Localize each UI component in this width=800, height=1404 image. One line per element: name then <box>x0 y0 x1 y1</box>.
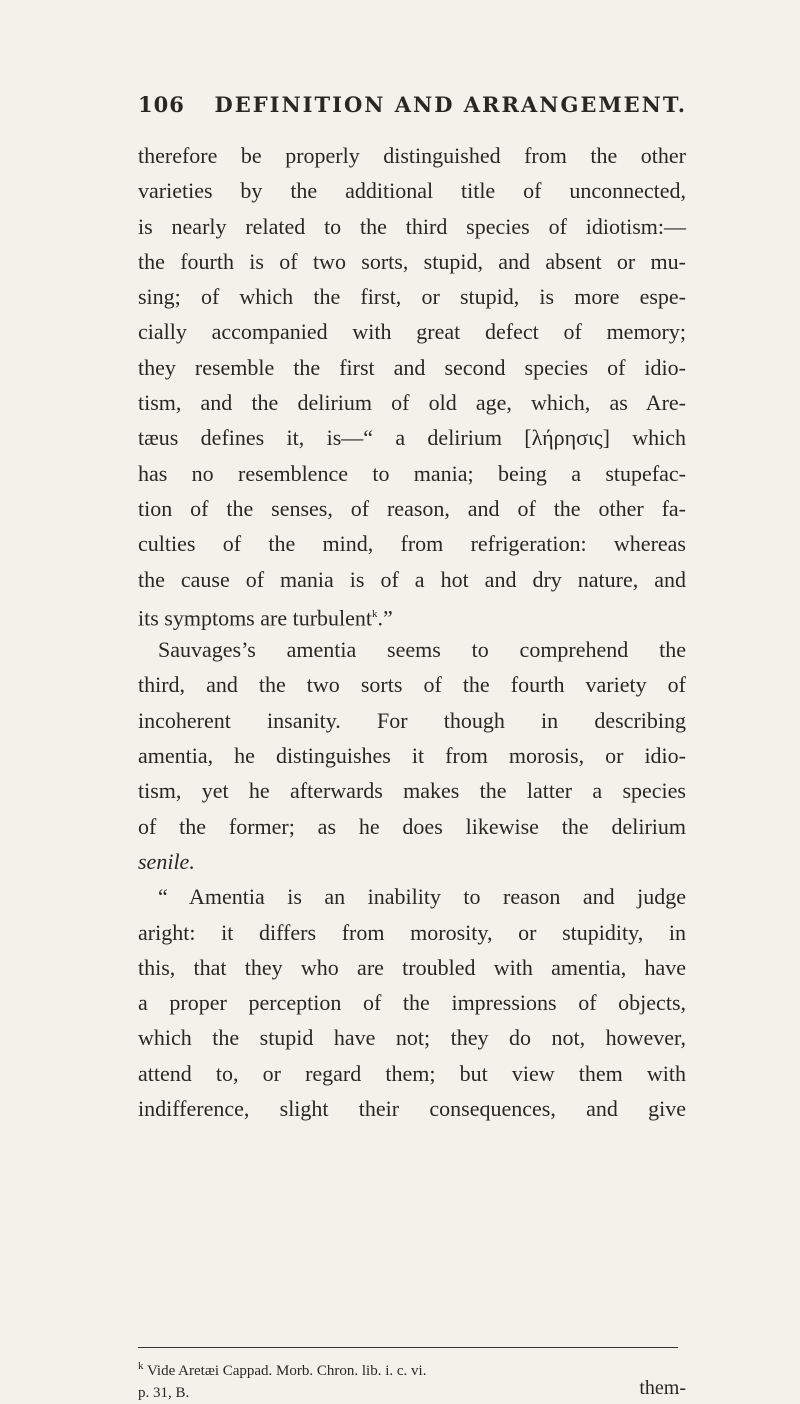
text-line: tism, and the delirium of old age, which, as Are- <box>138 390 686 416</box>
text-line: sing; of which the first, or stupid, is more espe- <box>138 284 686 310</box>
text-line: the cause of mania is of a hot and dry nature, and <box>138 566 686 592</box>
text-line: amentia, he distinguishes it from morosis, or idio- <box>138 743 686 769</box>
text-line: varieties by the additional title of unconnected, <box>138 178 686 204</box>
text-line: tæus defines it, is—“ a delirium [λήρησις] which <box>138 425 686 451</box>
text-line: indifference, slight their consequences, and give <box>138 1096 686 1122</box>
running-header <box>138 92 698 117</box>
text-line-with-footnote-ref <box>138 597 686 632</box>
text-line: which the stupid have not; they do not, however, <box>138 1025 686 1051</box>
text-line: third, and the two sorts of the fourth variety of <box>138 672 686 698</box>
text-line: tion of the senses, of reason, and of the other fa- <box>138 495 686 521</box>
text-line: is nearly related to the third species of idiotism:— <box>138 213 686 239</box>
text-line: a proper perception of the impressions of objects, <box>138 990 686 1016</box>
text-line: “ Amentia is an inability to reason and judge <box>158 884 686 910</box>
text-line: this, that they who are troubled with amentia, have <box>138 954 686 980</box>
body-text <box>138 138 686 1126</box>
footnote-line: p. 31, B. <box>138 1385 190 1401</box>
text-line: of the former; as he does likewise the delirium <box>138 813 686 839</box>
text-line: Sauvages’s amentia seems to comprehend the <box>158 637 686 663</box>
footnote-line <box>138 1355 686 1382</box>
running-title: DEFINITION AND ARRANGEMENT. <box>214 92 688 117</box>
footnote-text: Vide Aretæi Cappad. Morb. Chron. lib. i. c. vi. <box>146 1363 427 1379</box>
catchword: them- <box>639 1377 686 1399</box>
text-line: they resemble the first and second species of idio- <box>138 354 686 380</box>
footnote <box>138 1355 686 1404</box>
footnote-mark: k <box>138 1360 144 1372</box>
footnote-divider <box>138 1347 678 1348</box>
text-line: aright: it differs from morosity, or stupidity, in <box>138 919 686 945</box>
text-line: cially accompanied with great defect of memory; <box>138 319 686 345</box>
footnote-reference: k <box>372 607 378 620</box>
closing-quote: .” <box>377 605 393 631</box>
text-line: the fourth is of two sorts, stupid, and absent or mu- <box>138 248 686 274</box>
text-line: culties of the mind, from refrigeration: whereas <box>138 531 686 557</box>
text-line: therefore be properly distinguished from the other <box>138 143 686 168</box>
text-line: has no resemblence to mania; being a stupefac- <box>138 460 686 486</box>
text-line: tism, yet he afterwards makes the latter a species <box>138 778 686 804</box>
text-line: incoherent insanity. For though in describing <box>138 707 686 733</box>
text-line: attend to, or regard them; but view them with <box>138 1060 686 1086</box>
text-line: senile. <box>138 848 195 874</box>
page-number: 106 <box>138 92 185 117</box>
text-line: its symptoms are turbulent <box>138 605 373 631</box>
